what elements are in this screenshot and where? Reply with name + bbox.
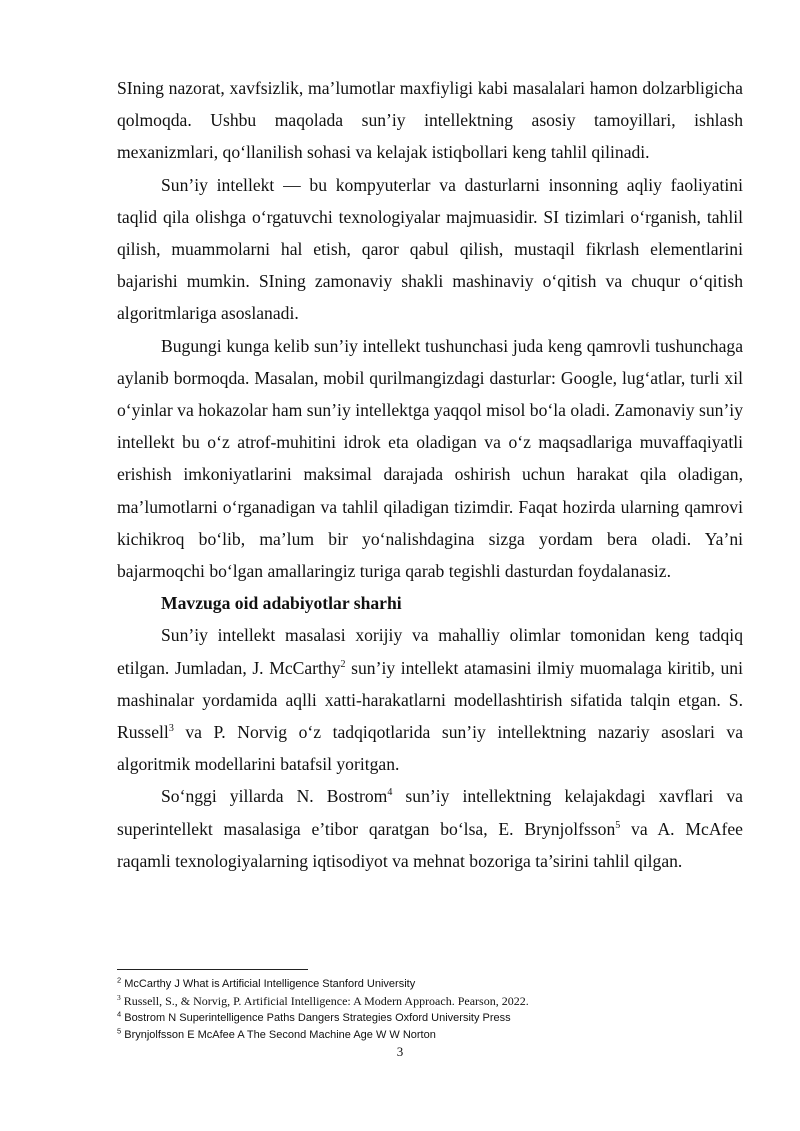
footnote-mark: 2: [117, 975, 122, 985]
footnote-text: Brynjolfsson E McAfee A The Second Machine Age W W Norton: [121, 1029, 436, 1041]
footnote-mark: 5: [117, 1026, 122, 1036]
paragraph-literature-2: [117, 780, 743, 877]
paragraph-literature-1: [117, 619, 743, 780]
paragraph-text: Sun’iy intellekt masalasi xorijiy va mahalliy olimlar tomonidan keng tadqiq etilgan. Jumladan, J. McCarthy: [117, 625, 743, 678]
footnote-text: McCarthy J What is Artificial Intelligence Stanford University: [121, 978, 416, 990]
footnote-mark: 4: [117, 1009, 122, 1019]
footnote-text: Russell, S., & Norvig, P. Artificial Intelligence: A Modern Approach. Pearson, 2022.: [120, 994, 529, 1008]
page-number: 3: [396, 1044, 404, 1059]
footnote-2: [117, 976, 757, 993]
paragraph-text: va A. McAfee raqamli texnologiyalarning iqtisodiyot va mehnat bozoriga ta’sirini tahlil qilgan.: [117, 818, 743, 871]
paragraph-ai-definition: Sun’iy intellekt — bu kompyuterlar va dasturlarni insonning aqliy faoliyatini taqlid qila olishga o‘rgatuvchi texnologiyalar majmuasidir. SI tizimlari o‘rganish, tahlil qilish, muammolarni hal etish, qaror qabul qilish, mustaqil fikrlash elementlarini bajarishi mumkin. SIning zamonaviy shakli mashinaviy o‘qitish va chuqur o‘qitish algoritmlariga asoslanadi.: [117, 174, 743, 324]
paragraph-text: So‘nggi yillarda N. Bostrom: [161, 786, 388, 807]
footnote-mark: 3: [117, 993, 121, 1002]
paragraph-intro-continuation: SIning nazorat, xavfsizlik, ma’lumotlar maxfiyligi kabi masalalari hamon dolzarbligicha qolmoqda. Ushbu maqolada sun’iy intellektning asosiy tamoyillari, ishlash mexanizmlari, qo‘llanilish sohasi va kelajak istiqbollari keng tahlil qilinadi.: [117, 78, 743, 163]
footnote-ref-5[interactable]: 5: [615, 819, 621, 831]
footnote-5: [117, 1027, 757, 1044]
paragraph-text: va P. Norvig o‘z tadqiqotlarida sun’iy intellektning nazariy asoslari va algoritmik modellarini batafsil yoritgan.: [117, 722, 743, 775]
footnote-4: [117, 1010, 757, 1027]
footnote-3: [117, 993, 757, 1010]
footnotes: [117, 976, 757, 1044]
section-heading-literature-review: Mavzuga oid adabiyotlar sharhi: [161, 593, 402, 614]
paragraph-ai-today: Bugungi kunga kelib sun’iy intellekt tushunchasi juda keng qamrovli tushunchaga aylanib bormoqda. Masalan, mobil qurilmangizdagi dasturlar: Google, lug‘atlar, turli xil o‘yinlar va hokazolar ham sun’iy intellektga yaqqol misol bo‘la oladi. Zamonaviy sun’iy intellekt bu o‘z atrof-muhitini idrok eta oladigan va o‘z maqsadlariga muvaffaqiyatli erishish imkoniyatlarini maksimal darajada oshirish uchun harakat qila oladigan, ma’lumotlarni o‘rganadigan va tahlil qiladigan tizimdir. Faqat hozirda ularning qamrovi kichikroq bo‘lib, ma’lum bir yo‘nalishdagina sizga yordam bera oladi. Ya’ni bajarmoqchi bo‘lgan amallaringiz turiga qarab tegishli dasturdan foydalanasiz.: [117, 335, 743, 582]
footnote-ref-4[interactable]: 4: [387, 787, 393, 799]
paragraph-text: sun’iy intellekt atamasini ilmiy muomalaga kiritib, uni mashinalar yordamida aqlli xatti-harakatlarni modellashtirish sifatida talqin etgan. S. Russell: [117, 657, 743, 743]
footnote-text: Bostrom N Superintelligence Paths Dangers Strategies Oxford University Press: [121, 1012, 511, 1024]
footnote-ref-3[interactable]: 3: [168, 723, 174, 735]
body-text: [117, 72, 743, 877]
footnote-ref-2[interactable]: 2: [340, 658, 346, 670]
footnote-separator: [117, 969, 308, 970]
paragraph-text: sun’iy intellektning kelajakdagi xavflari va superintellekt masalasiga e’tibor qaratgan bo‘lsa, E. Brynjolfsson: [117, 786, 743, 839]
